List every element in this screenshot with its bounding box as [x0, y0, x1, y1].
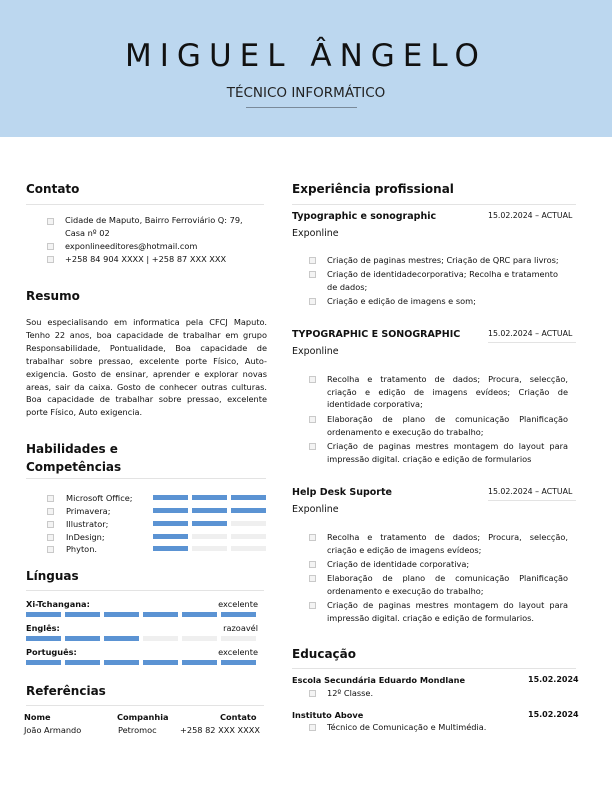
experience-heading: Experiência profissional	[292, 182, 454, 196]
job-bullet: Elaboração de plano de comunicação Planificação ordenamento e execução do trabalho;	[327, 414, 568, 437]
edu-detail: Técnico de Comunicação e Multimédia.	[327, 722, 487, 732]
education-rule	[292, 668, 576, 669]
language-level-bar	[104, 636, 139, 641]
language-level-bar	[65, 636, 100, 641]
edu-detail: 12º Classe.	[327, 688, 374, 698]
job-bullet: Criação de paginas mestres; Criação de QRC para livros;	[327, 255, 559, 265]
bullet-icon	[47, 218, 54, 225]
job-role: Help Desk Suporte	[292, 487, 392, 498]
language-level-bar	[143, 636, 178, 641]
bullet-icon	[47, 546, 54, 553]
skill-level-bar	[153, 546, 188, 551]
references-heading: Referências	[26, 684, 106, 698]
job-role: Typographic e sonographic	[292, 211, 437, 222]
language-level-bar	[26, 612, 61, 617]
job-date: 15.02.2024 – ACTUAL	[488, 487, 573, 496]
summary-heading: Resumo	[26, 289, 80, 303]
ref-header-company: Companhia	[117, 712, 169, 722]
skill-level-bar	[231, 546, 266, 551]
contact-phones: +258 84 904 XXXX | +258 87 XXX XXX	[65, 254, 227, 264]
bullet-icon	[309, 690, 316, 697]
language-level-bar	[26, 636, 61, 641]
bullet-icon	[309, 575, 316, 582]
language-level: razoavél	[223, 623, 258, 633]
references-rule	[26, 705, 264, 706]
skill-level-bar	[231, 495, 266, 500]
job-date-rule	[488, 500, 576, 501]
job-title: TÉCNICO INFORMÁTICO	[226, 85, 386, 101]
bullet-icon	[309, 724, 316, 731]
ref-contact: +258 82 XXX XXXX	[180, 725, 260, 735]
language-level-bar	[65, 612, 100, 617]
skill-level-bar	[231, 508, 266, 513]
job-bullet: Criação de paginas mestres montagem do layout para impressão digital. criação e edição de formularios	[327, 441, 568, 464]
contact-heading: Contato	[26, 182, 80, 196]
header-banner	[0, 0, 612, 137]
job-role: TYPOGRAPHIC E SONOGRAPHIC	[292, 329, 461, 340]
bullet-icon	[47, 521, 54, 528]
job-bullet: Criação de paginas mestres montagem do layout para impressão digital. criação e edição de formularios.	[327, 600, 568, 623]
skill-level-bar	[153, 521, 188, 526]
job-bullet: Recolha e tratamento de dados; Procura, selecção, criação e edição de imagens evídeos; Criação de identidade corporativa;	[327, 374, 568, 409]
skill-level-bar	[192, 546, 227, 551]
ref-name: João Armando	[24, 725, 82, 735]
job-date: 15.02.2024 – ACTUAL	[488, 329, 573, 338]
language-level-bar	[221, 636, 256, 641]
skills-rule	[26, 478, 266, 479]
language-level-bar	[104, 660, 139, 665]
bullet-icon	[47, 508, 54, 515]
edu-date: 15.02.2024	[528, 675, 579, 684]
job-bullet: Recolha e tratamento de dados; Procura, selecção, criação e edição de imagens evídeos;	[327, 532, 568, 555]
language-level-bar	[221, 660, 256, 665]
language-level-bar	[26, 660, 61, 665]
job-company: Exponline	[292, 228, 339, 239]
job-bullet: Criação de identidade corporativa;	[327, 559, 470, 569]
language-level-bar	[143, 660, 178, 665]
language-level-bar	[182, 660, 217, 665]
skill-level-bar	[192, 521, 227, 526]
skill-level-bar	[153, 534, 188, 539]
languages-heading: Línguas	[26, 569, 79, 583]
language-level-bar	[143, 612, 178, 617]
language-level-bar	[221, 612, 256, 617]
language-level-bar	[182, 636, 217, 641]
job-bullet: Criação de identidadecorporativa; Recolha e tratamento de dados;	[327, 269, 558, 292]
skill-label: InDesign;	[66, 532, 105, 542]
language-name: Português:	[26, 647, 77, 657]
skill-level-bar	[153, 508, 188, 513]
skill-level-bar	[192, 508, 227, 513]
language-level-bar	[182, 612, 217, 617]
contact-email: exponlineeditores@hotmail.com	[65, 241, 198, 251]
bullet-icon	[47, 243, 54, 250]
bullet-icon	[309, 298, 316, 305]
bullet-icon	[309, 561, 316, 568]
skills-heading: Habilidades e Competências	[26, 442, 122, 474]
skill-label: Phyton.	[66, 544, 97, 554]
job-date-rule	[488, 342, 576, 343]
summary-text: Sou especialisando em informatica pela CFCJ Maputo. Tenho 22 anos, boa capacidade de trabalhar em grupo Responsabilidade, Pontualidade, Boa capacidade de trabalhar sobre pressao, excelente porte Físico, Auto-exigencia. Gosto de ensinar, aprender e explorar novas areas, sair da caixa. Gosto de conhecer outras culturas. Boa capacidade de trabalhar sobre pressao, excelente porte Físico, Auto exigencia.	[26, 317, 267, 418]
bullet-icon	[309, 443, 316, 450]
skill-label: Microsoft Office;	[66, 493, 133, 503]
edu-school: Escola Secundária Eduardo Mondlane	[292, 675, 466, 685]
language-level-bar	[104, 612, 139, 617]
education-heading: Educação	[292, 647, 356, 661]
bullet-icon	[309, 602, 316, 609]
experience-rule	[292, 204, 576, 205]
bullet-icon	[309, 416, 316, 423]
edu-date: 15.02.2024	[528, 710, 579, 719]
job-bullet: Criação e edição de imagens e som;	[327, 296, 476, 306]
edu-school: Instituto Above	[292, 710, 364, 720]
bullet-icon	[47, 495, 54, 502]
language-level: excelente	[218, 599, 258, 609]
ref-company: Petromoc	[118, 725, 157, 735]
contact-rule	[26, 204, 264, 205]
job-date: 15.02.2024 – ACTUAL	[488, 211, 573, 220]
bullet-icon	[47, 256, 54, 263]
languages-rule	[26, 590, 264, 591]
language-name: Englês:	[26, 623, 60, 633]
skill-label: Illustrator;	[66, 519, 109, 529]
job-bullet: Elaboração de plano de comunicação Planificação ordenamento e execução do trabalho;	[327, 573, 568, 596]
language-name: Xi-Tchangana:	[26, 599, 90, 609]
skill-label: Primavera;	[66, 506, 111, 516]
skill-level-bar	[192, 534, 227, 539]
ref-header-contact: Contato	[220, 712, 257, 722]
skill-level-bar	[231, 521, 266, 526]
bullet-icon	[309, 271, 316, 278]
bullet-icon	[309, 534, 316, 541]
language-level-bar	[65, 660, 100, 665]
bullet-icon	[309, 376, 316, 383]
job-company: Exponline	[292, 346, 339, 357]
skill-level-bar	[231, 534, 266, 539]
ref-header-name: Nome	[24, 712, 51, 722]
skill-level-bar	[153, 495, 188, 500]
skill-level-bar	[192, 495, 227, 500]
bullet-icon	[309, 257, 316, 264]
job-company: Exponline	[292, 504, 339, 515]
bullet-icon	[47, 534, 54, 541]
person-name: MIGUEL ÂNGELO	[125, 38, 487, 74]
title-underline	[246, 107, 357, 108]
contact-address: Cidade de Maputo, Bairro Ferroviário Q: 79, Casa nº 02	[65, 215, 243, 238]
language-level: excelente	[218, 647, 258, 657]
